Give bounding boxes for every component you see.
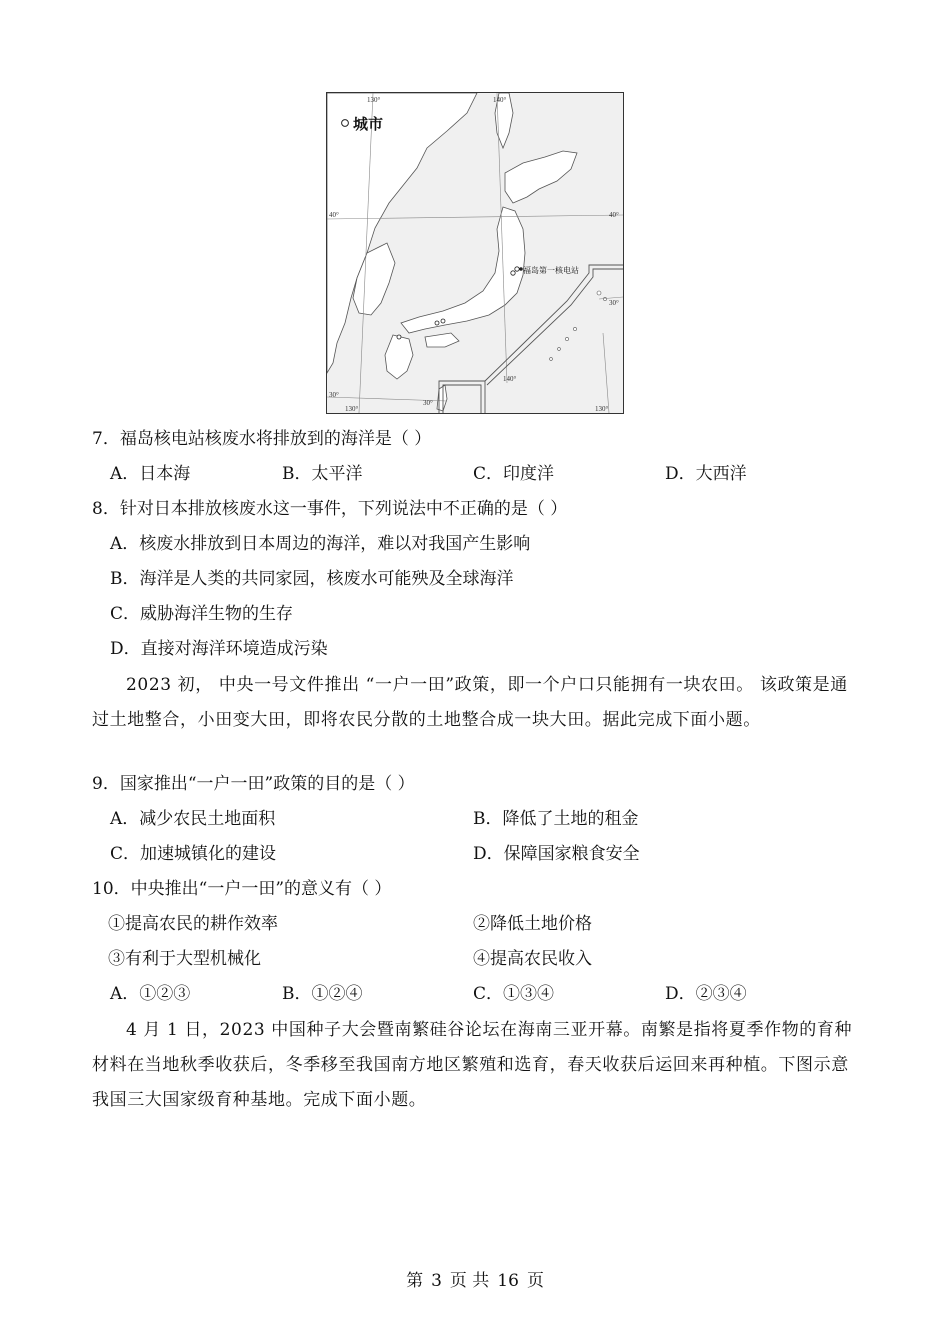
- q8-option-d: D．直接对海洋环境造成污染: [110, 639, 328, 659]
- footer-prefix: 第: [406, 1271, 424, 1291]
- q9-option-c: C．加速城镇化的建设: [110, 844, 277, 864]
- q7-option-b: B．太平洋: [282, 464, 363, 484]
- legend-label: 城市: [353, 116, 384, 133]
- q10-option-d: D．②③④: [665, 984, 747, 1004]
- q10-stem: 10．中央推出“一户一田”的意义有（ ）: [92, 879, 392, 899]
- q8-option-c: C．威胁海洋生物的生存: [110, 604, 294, 624]
- q10-option-c: C．①③④: [473, 984, 555, 1004]
- plant-label: 福岛第一核电站: [523, 266, 579, 275]
- japan-map-figure: [326, 92, 624, 414]
- q10-item-4: ④提高农民收入: [473, 949, 592, 969]
- lat-label: 30°: [423, 399, 433, 407]
- footer-mid: 页 共: [449, 1271, 490, 1291]
- lat-label: 30°: [609, 299, 619, 307]
- footer-page-number: 3: [431, 1271, 442, 1291]
- lon-label: 140°: [493, 96, 507, 104]
- legend-city-icon: [342, 120, 349, 127]
- q10-item-1: ①提高农民的耕作效率: [108, 914, 278, 934]
- page-footer: [0, 1266, 950, 1291]
- q9-option-a: A．减少农民土地面积: [110, 809, 276, 829]
- q7-option-c: C．印度洋: [473, 464, 555, 484]
- q9-option-b: B．降低了土地的租金: [473, 809, 639, 829]
- q7-option-a: A．日本海: [110, 464, 191, 484]
- lat-label: 40°: [609, 211, 619, 219]
- japan-map: [327, 93, 623, 413]
- lat-label: 40°: [329, 211, 339, 219]
- lon-label: 130°: [595, 405, 609, 413]
- q7-stem: 7．福岛核电站核废水将排放到的海洋是（ ）: [92, 429, 432, 449]
- passage-2-text: 4 月 1 日，2023 中国种子大会暨南繁硅谷论坛在海南三亚开幕。南繁是指将夏季作物的育种材料在当地秋季收获后，冬季移至我国南方地区繁殖和选育，春天收获后运回来再种植。下图示意我国三大国家级育种基地。完成下面小题。: [92, 1020, 853, 1110]
- q8-option-a: A．核废水排放到日本周边的海洋，难以对我国产生影响: [110, 534, 531, 554]
- lon-label: 140°: [503, 375, 517, 383]
- q7-option-d: D．大西洋: [665, 464, 747, 484]
- q10-option-a: A．①②③: [110, 984, 191, 1004]
- q9-stem: 9．国家推出“一户一田”政策的目的是（ ）: [92, 774, 415, 794]
- q9-option-d: D．保障国家粮食安全: [473, 844, 640, 864]
- q8-stem: 8．针对日本排放核废水这一事件，下列说法中不正确的是（ ）: [92, 499, 568, 519]
- footer-suffix: 页: [526, 1271, 544, 1291]
- passage-2: [92, 1013, 862, 1118]
- q10-item-2: ②降低土地价格: [473, 914, 592, 934]
- footer-total-pages: 16: [497, 1271, 519, 1291]
- q8-option-b: B．海洋是人类的共同家园，核废水可能殃及全球海洋: [110, 569, 514, 589]
- lon-label: 130°: [345, 405, 359, 413]
- q10-item-3: ③有利于大型机械化: [108, 949, 261, 969]
- lon-label: 130°: [367, 96, 381, 104]
- q10-option-b: B．①②④: [282, 984, 363, 1004]
- passage-1-text: 2023 初， 中央一号文件推出 “一户一田”政策，即一个户口只能拥有一块农田。 该政策是通过土地整合，小田变大田，即将农民分散的土地整合成一块大田。据此完成下面小题。: [92, 675, 848, 730]
- passage-1: [92, 668, 862, 738]
- lat-label: 30°: [329, 391, 339, 399]
